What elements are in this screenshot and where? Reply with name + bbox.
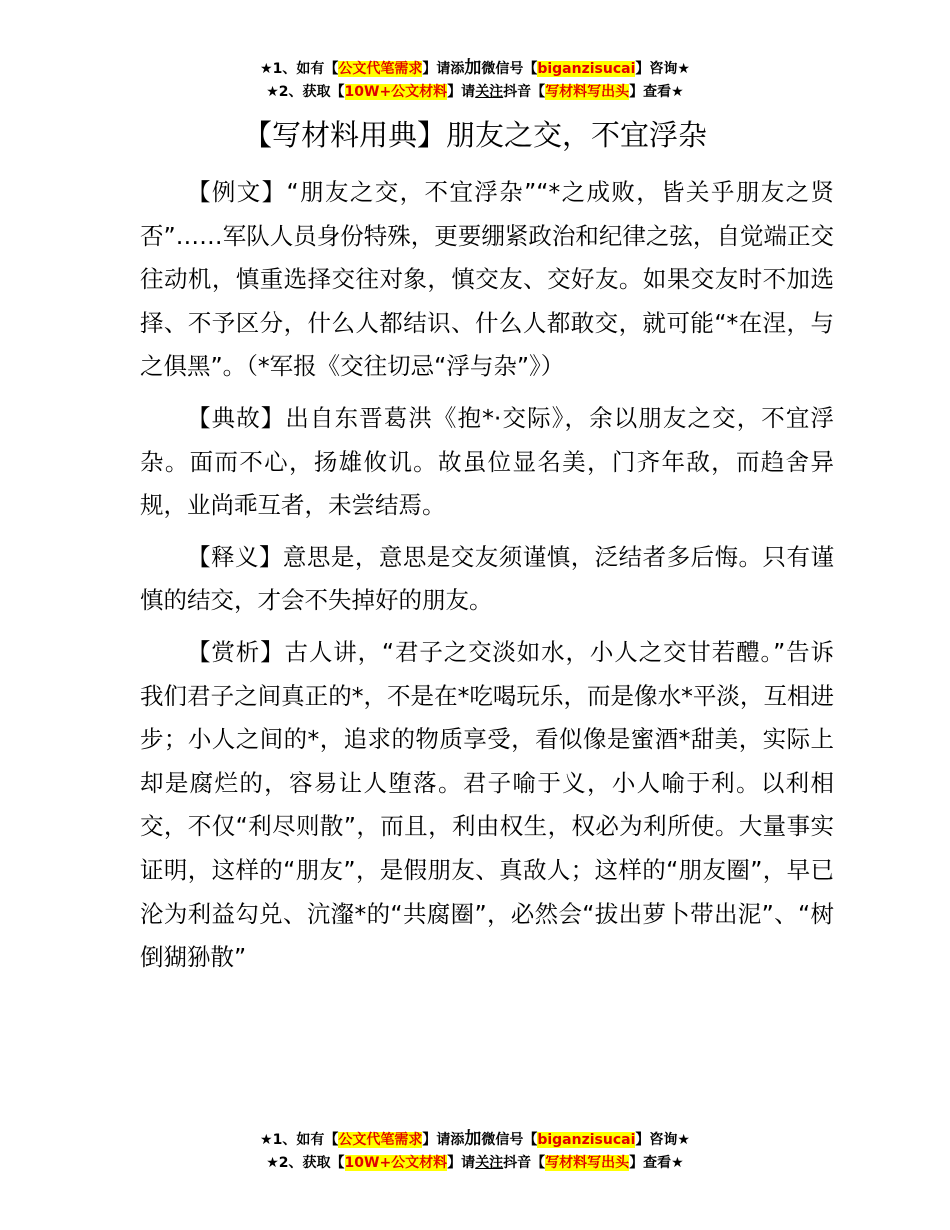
- banner-text: 加: [464, 58, 482, 78]
- banner-text: 】请: [447, 84, 476, 100]
- banner-text: 】咨询★: [635, 1132, 690, 1148]
- document-title: 【写材料用典】朋友之交，不宜浮杂: [242, 118, 707, 152]
- banner-text: 】咨询★: [635, 61, 690, 77]
- banner-line-1: [0, 57, 950, 81]
- highlight-douyin: 写材料写出头: [545, 84, 630, 100]
- document-body: [140, 171, 834, 988]
- highlight-service: 公文代笔需求: [338, 61, 423, 77]
- banner-text: 抖音【: [503, 84, 546, 100]
- banner-text: 微信号【: [481, 1132, 538, 1148]
- banner-text: 】请添: [422, 1132, 465, 1148]
- banner-text: 】查看★: [629, 1155, 684, 1171]
- banner-line-2: [0, 1152, 950, 1175]
- highlight-wechat-id: biganzisucai: [537, 1132, 636, 1148]
- banner-text: ★1、如有【: [260, 1132, 339, 1148]
- banner-line-1: [0, 1128, 950, 1152]
- paragraph-appreciation: 【赏析】古人讲，“君子之交淡如水，小人之交甘若醴。”告诉我们君子之间真正的*，不是在*吃喝玩乐，而是像水*平淡，互相进步；小人之间的*，追求的物质享受，看似像是蜜酒*甜美，实际上却是腐烂的，容易让人堕落。君子喻于义，小人喻于利。以利相交，不仅“利尽则散”，而且，利由权生，权必为利所使。大量事实证明，这样的“朋友”，是假朋友、真敌人；这样的“朋友圈”，早已沦为利益勾兑、沆瀣*的“共腐圈”，必然会“拔出萝卜带出泥”、“树倒猢狲散”: [140, 637, 834, 972]
- banner-text: ★2、获取【: [266, 84, 345, 100]
- paragraph-meaning: 【释义】意思是，意思是交友须谨慎，泛结者多后悔。只有谨慎的结交，才会不失掉好的朋友。: [140, 542, 834, 615]
- banner-text: 微信号【: [481, 61, 538, 77]
- highlight-materials: 10W+公文材料: [344, 1155, 448, 1171]
- banner-text: 抖音【: [503, 1155, 546, 1171]
- highlight-wechat-id: biganzisucai: [537, 61, 636, 77]
- banner-text: 关注: [475, 1155, 504, 1171]
- banner-text: ★1、如有【: [260, 61, 339, 77]
- banner-line-2: [0, 81, 950, 104]
- banner-text: 加: [464, 1129, 482, 1149]
- highlight-materials: 10W+公文材料: [344, 84, 448, 100]
- header-banner: [0, 57, 950, 104]
- paragraph-example: 【例文】“朋友之交，不宜浮杂”“*之成败，皆关乎朋友之贤否”……军队人员身份特殊，更要绷紧政治和纪律之弦，自觉端正交往动机，慎重选择交往对象，慎交友、交好友。如果交友时不加选择、不予区分，什么人都结识、什么人都敢交，就可能“*在涅，与之俱黑”。（*军报《交往切忌“浮与杂”》）: [140, 178, 834, 381]
- highlight-douyin: 写材料写出头: [545, 1155, 630, 1171]
- banner-text: ★2、获取【: [266, 1155, 345, 1171]
- highlight-service: 公文代笔需求: [338, 1132, 423, 1148]
- banner-text: 关注: [475, 84, 504, 100]
- banner-text: 】请: [447, 1155, 476, 1171]
- banner-text: 】请添: [422, 61, 465, 77]
- footer-banner: [0, 1128, 950, 1175]
- paragraph-allusion: 【典故】出自东晋葛洪《抱*·交际》，余以朋友之交，不宜浮杂。面而不心，扬雄攸讥。故虽位显名美，门齐年敌，而趋舍异规，业尚乖互者，未尝结焉。: [140, 403, 834, 520]
- banner-text: 】查看★: [629, 84, 684, 100]
